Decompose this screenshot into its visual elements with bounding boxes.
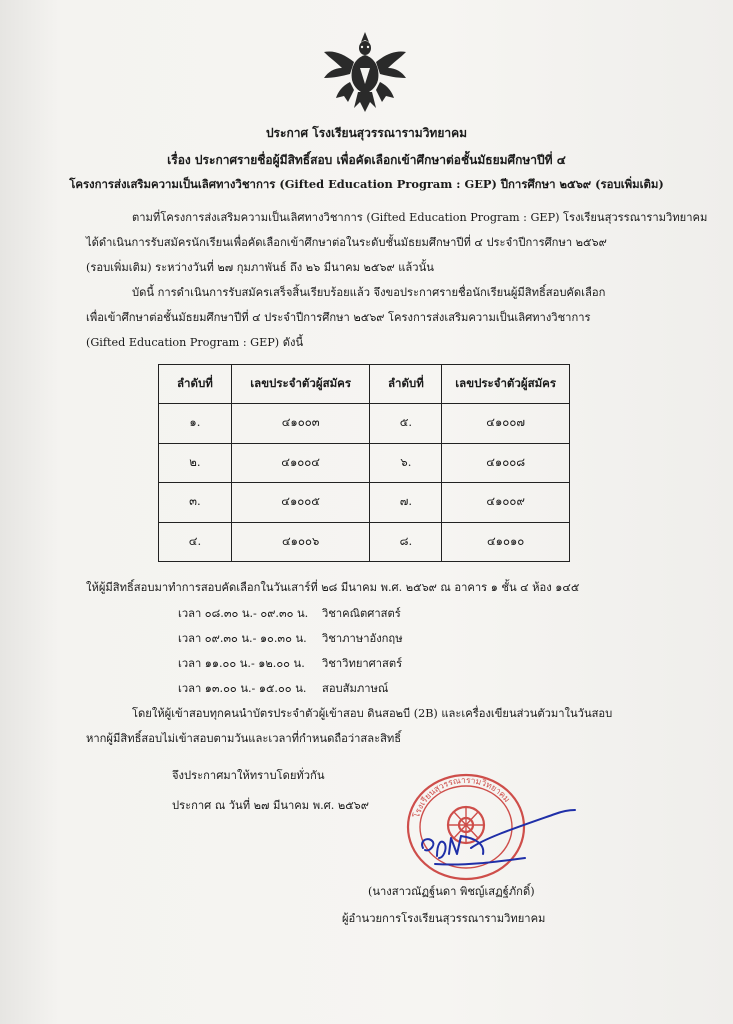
signature-icon [415,808,585,878]
column-header-order: ลำดับที่ [159,365,232,404]
column-header-applicant-id: เลขประจำตัวผู้สมัคร [231,365,370,404]
table-row [159,522,570,562]
program-title: โครงการส่งเสริมความเป็นเลิศทางวิชาการ (Gifted Education Program : GEP) ปีการศึกษา ๒๕๖๙ (รอบเพิ่มเติม) [69,177,664,191]
order-cell: ๗. [370,483,442,523]
order-cell: ๔. [159,522,232,562]
schedule-subject: วิชาวิทยาศาสตร์ [322,657,403,670]
schedule-subject: วิชาภาษาอังกฤษ [322,632,403,645]
order-cell: ๘. [370,522,442,562]
paragraph-1-line-2: ได้ดำเนินการรับสมัครนักเรียนเพื่อคัดเลือกเข้าศึกษาต่อในระดับชั้นมัธยมศึกษาปีที่ ๔ ประจำปีการศึกษา ๒๕๖๙ [86,236,607,249]
column-header-order: ลำดับที่ [370,365,442,404]
schedule-subject: วิชาคณิตศาสตร์ [322,607,401,620]
paragraph-1-line-3: (รอบเพิ่มเติม) ระหว่างวันที่ ๒๗ กุมภาพันธ์ ถึง ๒๖ มีนาคม ๒๕๖๙ แล้วนั้น [86,261,434,274]
schedule-time: เวลา ๐๙.๓๐ น.- ๑๐.๓๐ น. [178,632,307,645]
signer-title: ผู้อำนวยการโรงเรียนสุวรรณารามวิทยาคม [342,912,546,925]
column-header-applicant-id: เลขประจำตัวผู้สมัคร [442,365,570,404]
paragraph-2-line-3: (Gifted Education Program : GEP) ดังนี้ [86,336,304,349]
paragraph-1-line-1: ตามที่โครงการส่งเสริมความเป็นเลิศทางวิชาการ (Gifted Education Program : GEP) โรงเรียนสุวรรณารามวิทยาคม [132,211,708,224]
paragraph-2-line-1: บัดนี้ การดำเนินการรับสมัครเสร็จสิ้นเรียบร้อยแล้ว จึงขอประกาศรายชื่อนักเรียนผู้มีสิทธิ์สอบคัดเลือก [132,286,606,299]
applicant-id-cell: ๔๑๐๐๔ [231,443,370,483]
schedule-time: เวลา ๑๑.๐๐ น.- ๑๒.๐๐ น. [178,657,305,670]
applicant-id-cell: ๔๑๐๐๖ [231,522,370,562]
paragraph-2-line-2: เพื่อเข้าศึกษาต่อชั้นมัธยมศึกษาปีที่ ๔ ประจำปีการศึกษา ๒๕๖๙ โครงการส่งเสริมความเป็นเลิศทางวิชาการ [86,311,591,324]
order-cell: ๓. [159,483,232,523]
announcement-date: ประกาศ ณ วันที่ ๒๗ มีนาคม พ.ศ. ๒๕๖๙ [172,799,369,812]
schedule-subject: สอบสัมภาษณ์ [322,682,389,695]
order-cell: ๒. [159,443,232,483]
table-row [159,483,570,523]
table-row [159,404,570,444]
table-row [159,443,570,483]
announcement-heading: ประกาศ โรงเรียนสุวรรณารามวิทยาคม [265,126,468,140]
applicant-id-cell: ๔๑๐๐๓ [231,404,370,444]
announcement-subject: เรื่อง ประกาศรายชื่อผู้มีสิทธิ์สอบ เพื่อคัดเลือกเข้าศึกษาต่อชั้นมัธยมศึกษาปีที่ ๔ [167,153,566,167]
candidate-table [158,364,570,562]
order-cell: ๕. [370,404,442,444]
order-cell: ๖. [370,443,442,483]
table-header-row [159,365,570,404]
applicant-id-cell: ๔๑๐๐๘ [442,443,570,483]
applicant-id-cell: ๔๑๐๐๗ [442,404,570,444]
schedule-time: เวลา ๐๘.๓๐ น.- ๐๙.๓๐ น. [178,607,309,620]
applicant-id-cell: ๔๑๐๐๙ [442,483,570,523]
stamp-text: โรงเรียนสุวรรณารามวิทยาคม [412,775,512,820]
exam-note-line-1: โดยให้ผู้เข้าสอบทุกคนนำบัตรประจำตัวผู้เข้าสอบ ดินสอ๒บี (2B) และเครื่องเขียนส่วนตัวมาในวันสอบ [132,707,613,720]
exam-note-line-2: หากผู้มีสิทธิ์สอบไม่เข้าสอบตามวันและเวลาที่กำหนดถือว่าสละสิทธิ์ [86,732,402,745]
applicant-id-cell: ๔๑๐๑๐ [442,522,570,562]
closing-announcement: จึงประกาศมาให้ทราบโดยทั่วกัน [172,769,325,782]
signer-name: (นางสาวณัฏฐ์นดา พิชญ์เสฏฐ์ภักดิ์) [368,885,535,898]
schedule-time: เวลา ๑๓.๐๐ น.- ๑๕.๐๐ น. [178,682,307,695]
order-cell: ๑. [159,404,232,444]
garuda-emblem-icon [320,28,410,118]
applicant-id-cell: ๔๑๐๐๕ [231,483,370,523]
exam-date-location: ให้ผู้มีสิทธิ์สอบมาทำการสอบคัดเลือกในวันเสาร์ที่ ๒๘ มีนาคม พ.ศ. ๒๕๖๙ ณ อาคาร ๑ ชั้น ๔ ห้อง ๑๔๕ [86,581,580,594]
